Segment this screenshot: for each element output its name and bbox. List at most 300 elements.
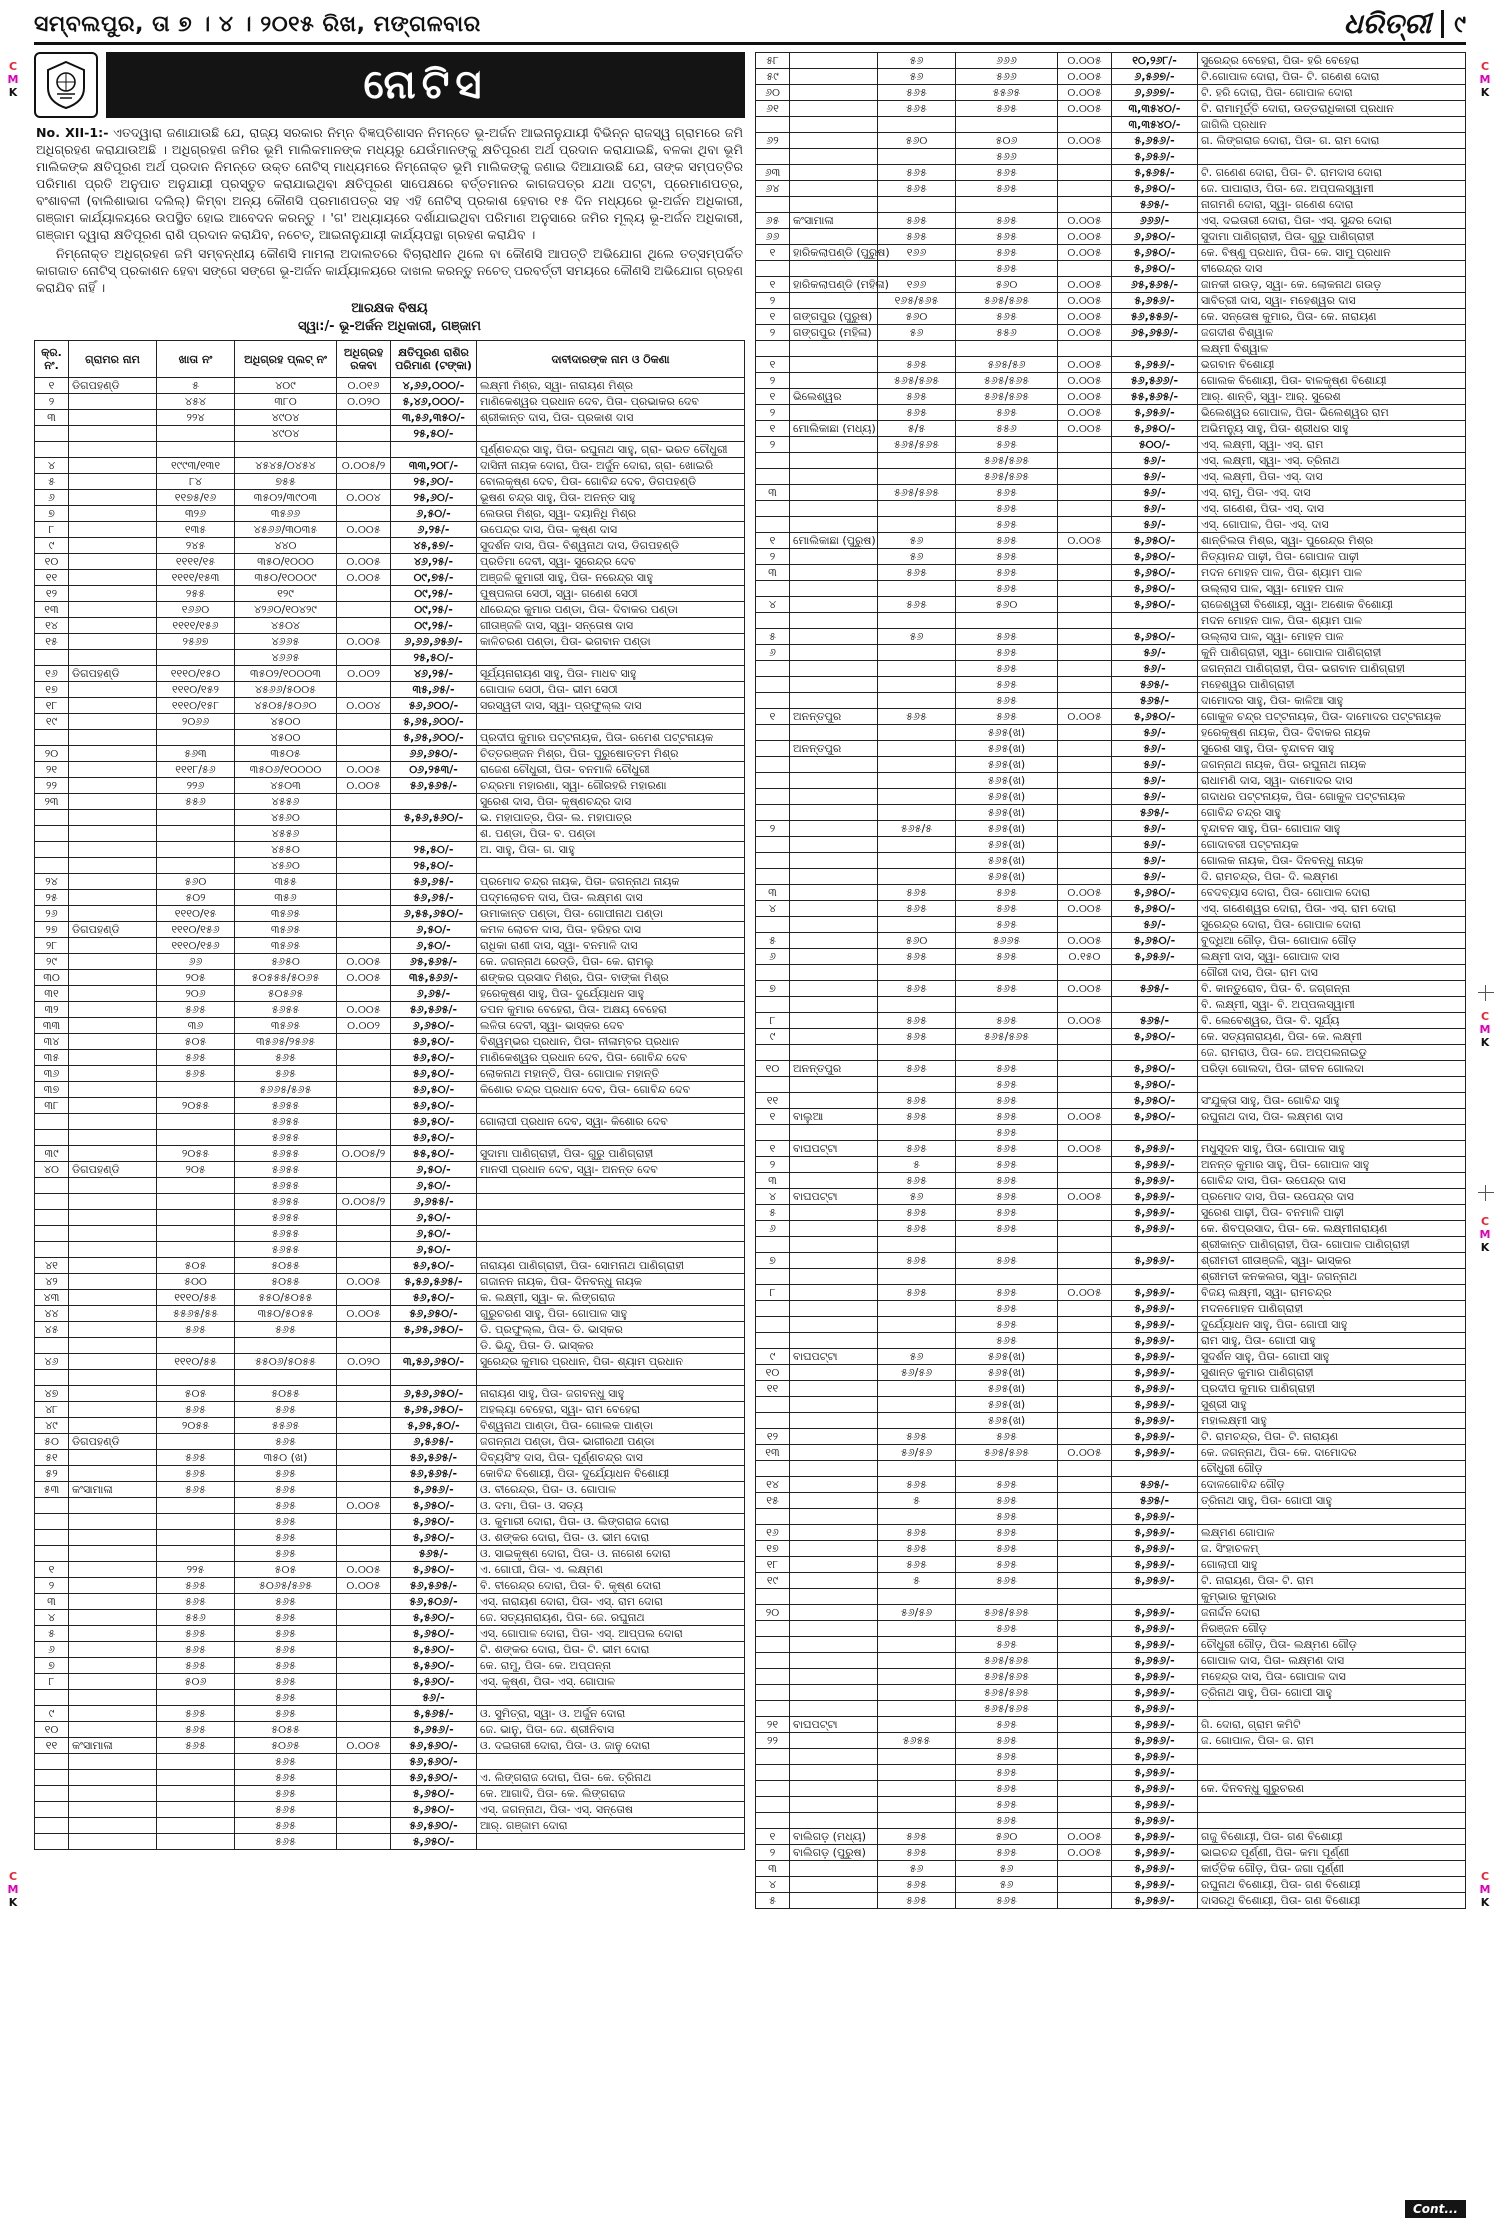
- table-row: [756, 1445, 1466, 1461]
- table-cell: [1058, 1413, 1112, 1429]
- table-row: [756, 245, 1466, 261]
- table-cell: [1112, 1589, 1198, 1605]
- table-cell: ୫,୬୫୦/-: [1112, 901, 1198, 917]
- table-cell: ୫୩: [35, 1482, 69, 1498]
- table-cell: ହରେକୃଷ୍ଣ ସାହୁ, ପିତା- ଦୁର୍ଯ୍ୟୋଧନ ସାହୁ: [477, 986, 745, 1002]
- table-cell: [337, 1242, 391, 1258]
- table-cell: ୨୯: [35, 954, 69, 970]
- table-cell: [790, 757, 878, 773]
- table-cell: ଅନନ୍ତପୁର: [790, 1061, 878, 1077]
- table-cell: ୫୬୫: [878, 901, 956, 917]
- table-cell: ଏସ୍. ଲକ୍ଷ୍ମୀ, ସ୍ୱା- ଏସ୍. ତ୍ରିନାଥ: [1198, 453, 1466, 469]
- table-cell: ଚୌଧୁରୀ ଗୌଡ଼, ପିତା- ଲକ୍ଷ୍ମଣ ଗୌଡ଼: [1198, 1637, 1466, 1653]
- table-row: [756, 501, 1466, 517]
- table-cell: ୫,୬୫୦/-: [391, 1514, 477, 1530]
- table-cell: ୫,୬୫୦/-: [1112, 1029, 1198, 1045]
- table-cell: ୦.୦୦୫: [1058, 133, 1112, 149]
- table-cell: ୪୫୬୬/୩୦୩୫: [235, 522, 337, 538]
- table-cell: [756, 517, 790, 533]
- table-cell: ୫୬୫: [956, 549, 1058, 565]
- table-cell: ୧୧: [756, 1381, 790, 1397]
- table-cell: ୫,୬୫୦/-: [391, 1786, 477, 1802]
- table-cell: [69, 826, 157, 842]
- table-cell: [157, 1194, 235, 1210]
- columns: [34, 52, 1466, 2220]
- table-cell: ୫୬୫(ଖ): [956, 805, 1058, 821]
- table-cell: ୪୫୪୫/୦୪୫୪: [235, 458, 337, 474]
- table-cell: [1058, 1509, 1112, 1525]
- table-row: [756, 629, 1466, 645]
- table-cell: [790, 1813, 878, 1829]
- table-cell: ସୁଦର୍ଶନ ଦାସ, ପିତା- ବିଶ୍ୱନାଥ ଦାସ, ଡିଗପହଣ୍ଡି: [477, 538, 745, 554]
- table-cell: ୫୬: [878, 629, 956, 645]
- table-cell: ୫,୬୫୬/-: [1112, 1253, 1198, 1269]
- table-cell: [337, 1290, 391, 1306]
- table-cell: ଲକ୍ଷ୍ମୀ ବିଶ୍ୱାଳ: [1198, 341, 1466, 357]
- table-cell: ୬,୬୫୦/-: [1112, 229, 1198, 245]
- table-row: [756, 1893, 1466, 1909]
- table-cell: [477, 650, 745, 666]
- table-cell: ମଦନ ମୋହନ ପାଳ, ପିତା- ଶ୍ୟାମ ପାଳ: [1198, 613, 1466, 629]
- table-cell: ଉଲ୍ଲାସ ପାଳ, ସ୍ୱା- ମୋହନ ପାଳ: [1198, 581, 1466, 597]
- table-cell: [1058, 1573, 1112, 1589]
- table-cell: [878, 1269, 956, 1285]
- table-row: [756, 741, 1466, 757]
- table-cell: ୬,୫୦/-: [391, 1226, 477, 1242]
- table-row: [756, 661, 1466, 677]
- table-cell: [1058, 1045, 1112, 1061]
- table-row: [756, 453, 1466, 469]
- table-cell: [69, 1562, 157, 1578]
- table-cell: ଶଙ୍କର ପ୍ରସାଦ ମିଶ୍ର, ପିତା- ବାଙ୍କା ମିଶ୍ର: [477, 970, 745, 986]
- table-cell: [878, 1397, 956, 1413]
- table-cell: ୧୮: [35, 698, 69, 714]
- table-cell: ଗୌରୀ ଦାସ, ପିତା- ରାମ ଦାସ: [1198, 965, 1466, 981]
- table-cell: [956, 197, 1058, 213]
- table-cell: ୫୬୫: [235, 1530, 337, 1546]
- table-cell: ଗୋଦାବରୀ ପଟ୍ଟନାୟକ: [1198, 837, 1466, 853]
- table-cell: ଲେଉତା ମିଶ୍ର, ସ୍ୱା- ଦୟାନିଧି ମିଶ୍ର: [477, 506, 745, 522]
- table-row: [756, 277, 1466, 293]
- table-cell: ୬୪: [756, 181, 790, 197]
- table-cell: ୫,୬୫୦/-: [391, 1498, 477, 1514]
- table-cell: [878, 1077, 956, 1093]
- table-cell: ୫୬୫(ଖ): [956, 853, 1058, 869]
- table-row: [35, 858, 745, 874]
- table-cell: [1058, 165, 1112, 181]
- table-cell: ୫୬୫: [235, 1546, 337, 1562]
- table-cell: ୫୬୫/୫୬୫: [956, 1701, 1058, 1717]
- table-cell: ଲକ୍ଷ୍ମଣ ଗୋପାଳ: [1198, 1525, 1466, 1541]
- table-row: [35, 778, 745, 794]
- table-cell: [35, 1194, 69, 1210]
- table-cell: ୫୬/୫୬: [878, 1365, 956, 1381]
- table-cell: ୫୬୫: [956, 405, 1058, 421]
- table-cell: ୫,୬୫୬/-: [391, 1722, 477, 1738]
- table-cell: ଭାଇଚନ୍ଦ ପୂର୍ଣ୍ଣୀ, ପିତା- କମା ପୂର୍ଣ୍ଣୀ: [1198, 1845, 1466, 1861]
- table-cell: [790, 181, 878, 197]
- table-cell: ୧୯: [35, 714, 69, 730]
- table-cell: [477, 1194, 745, 1210]
- table-cell: [337, 1258, 391, 1274]
- table-cell: [756, 149, 790, 165]
- table-row: [756, 117, 1466, 133]
- table-cell: [69, 1722, 157, 1738]
- table-row: [756, 213, 1466, 229]
- table-cell: ୫୬୫: [878, 1093, 956, 1109]
- table-cell: [1058, 837, 1112, 853]
- table-cell: [1058, 1253, 1112, 1269]
- table-cell: [1058, 1125, 1112, 1141]
- table-cell: ୫,୬୫୬/-: [1112, 1349, 1198, 1365]
- table-cell: ୫୬୦: [956, 277, 1058, 293]
- table-row: [756, 165, 1466, 181]
- table-cell: ୫୬୫: [956, 1781, 1058, 1797]
- table-cell: ୨୩: [35, 794, 69, 810]
- table-cell: [35, 1130, 69, 1146]
- table-cell: ୫୬୫: [878, 597, 956, 613]
- table-cell: [1058, 1541, 1112, 1557]
- table-cell: [337, 1066, 391, 1082]
- table-cell: [878, 1749, 956, 1765]
- table-cell: ୫୬: [878, 549, 956, 565]
- table-row: [756, 341, 1466, 357]
- table-cell: [1058, 805, 1112, 821]
- table-cell: ୧୧୭୫/୧୬: [157, 490, 235, 506]
- table-cell: ୫୬୫/-: [1112, 1477, 1198, 1493]
- table-cell: ୩: [756, 485, 790, 501]
- table-cell: ୫୬୫: [878, 405, 956, 421]
- table-cell: ଓ. ସୁମିତ୍ରା, ସ୍ୱା- ଓ. ଅର୍ଜୁନ ଦୋରା: [477, 1706, 745, 1722]
- masthead: [34, 6, 1466, 45]
- table-cell: ମଦନମୋହନ ପାଣିଗ୍ରାହୀ: [1198, 1301, 1466, 1317]
- table-cell: ୧୪: [756, 1477, 790, 1493]
- table-cell: ୫,୬୫୬/-: [1112, 1797, 1198, 1813]
- table-cell: ପ୍ରମୋଦ ଚନ୍ଦ୍ର ନାୟକ, ପିତା- ଜଗନ୍ନାଥ ନାୟକ: [477, 874, 745, 890]
- table-cell: ୫୬,୫୦/-: [391, 1258, 477, 1274]
- table-cell: ୫୫,୫୦/-: [391, 1146, 477, 1162]
- table-row: [35, 1514, 745, 1530]
- table-cell: ୪୫,୫୭/-: [391, 538, 477, 554]
- table-cell: [790, 725, 878, 741]
- table-cell: ୩୬: [35, 1066, 69, 1082]
- table-row: [756, 757, 1466, 773]
- table-row: [756, 581, 1466, 597]
- table-cell: ଏସ୍. ରାମୁ, ପିତା- ଏସ୍. ଦାସ: [1198, 485, 1466, 501]
- table-cell: [790, 1781, 878, 1797]
- table-cell: [69, 618, 157, 634]
- table-cell: ୫୬୫: [157, 1706, 235, 1722]
- table-cell: [69, 1706, 157, 1722]
- table-row: [756, 885, 1466, 901]
- table-cell: ସରସ୍ୱତୀ ଦାସ, ସ୍ୱା- ପ୍ରଫୁଲ୍ଲ ଦାସ: [477, 698, 745, 714]
- table-cell: [69, 1450, 157, 1466]
- table-cell: ଏ. ଲିଙ୍ଗରାଜ ଦୋରା, ପିତା- କେ. ତ୍ରିନାଥ: [477, 1770, 745, 1786]
- table-cell: [337, 1082, 391, 1098]
- table-cell: ୫୬୫: [235, 1770, 337, 1786]
- table-cell: ୫୬୫୫: [235, 1226, 337, 1242]
- table-cell: ୫୬୫: [956, 917, 1058, 933]
- table-cell: [756, 661, 790, 677]
- table-cell: ୫୬୬୫: [956, 933, 1058, 949]
- table-cell: ୫୬୦: [878, 309, 956, 325]
- table-cell: [790, 981, 878, 997]
- table-cell: ୧୬୬୦: [157, 602, 235, 618]
- table-cell: [1058, 1365, 1112, 1381]
- table-row: [35, 1674, 745, 1690]
- table-cell: [790, 1429, 878, 1445]
- table-cell: [1058, 501, 1112, 517]
- table-cell: [956, 613, 1058, 629]
- table-cell: [878, 1461, 956, 1477]
- table-cell: [69, 1578, 157, 1594]
- table-row: [35, 970, 745, 986]
- table-cell: ମୋଲିକାଛା (ପୁରୁଷ): [790, 533, 878, 549]
- table-cell: ୧୧: [35, 1738, 69, 1754]
- table-cell: କିଶୋର ଚନ୍ଦ୍ର ପ୍ରଧାନ ଦେବ, ପିତା- ଗୋବିନ୍ଦ ଦେବ: [477, 1082, 745, 1098]
- table-cell: ୦.୦୦୫: [1058, 1189, 1112, 1205]
- table-cell: [756, 453, 790, 469]
- table-cell: [1198, 1125, 1466, 1141]
- table-cell: ୨୭: [35, 922, 69, 938]
- table-cell: ୦.୦୦୫: [337, 554, 391, 570]
- table-cell: ତ୍ରିନାଥ ସାହୁ, ପିତା- ଗୋପୀ ସାହୁ: [1198, 1493, 1466, 1509]
- table-cell: ୫,୬୫୦/-: [1112, 597, 1198, 613]
- table-cell: ୩୫୬୫: [235, 938, 337, 954]
- table-cell: ୧: [35, 378, 69, 394]
- table-cell: [878, 853, 956, 869]
- table-cell: ଡିଗପହଣ୍ଡି: [69, 666, 157, 682]
- table-cell: [157, 1530, 235, 1546]
- table-cell: [1058, 261, 1112, 277]
- table-cell: [69, 1370, 157, 1386]
- table-row: [35, 810, 745, 826]
- table-cell: ୫,୫୬,୫୬୫/-: [391, 1274, 477, 1290]
- table-row: [756, 1797, 1466, 1813]
- table-cell: ୫୬୫: [878, 165, 956, 181]
- table-cell: [337, 1338, 391, 1354]
- table-cell: ୨୧: [35, 762, 69, 778]
- table-cell: ସାବିତ୍ରୀ ଦାସ, ସ୍ୱା- ମହେଶ୍ୱର ଦାସ: [1198, 293, 1466, 309]
- table-cell: ୫,୬୫୦/-: [1112, 245, 1198, 261]
- table-cell: ଗୋଲାପୀ ପ୍ରଧାନ ଦେବ, ସ୍ୱା- କିଶୋର ଦେବ: [477, 1114, 745, 1130]
- table-cell: ୪୪୦: [235, 538, 337, 554]
- table-cell: ଦାସରଥି ବିଶୋୟୀ, ପିତା- ଗଣ ବିଶୋୟୀ: [1198, 1893, 1466, 1909]
- table-cell: ୩: [756, 1173, 790, 1189]
- table-cell: [878, 1701, 956, 1717]
- table-cell: ୫୬୫: [878, 1541, 956, 1557]
- table-cell: ୨୫,୫୦/-: [391, 426, 477, 442]
- table-row: [756, 181, 1466, 197]
- table-row: [756, 981, 1466, 997]
- table-cell: ୧: [756, 1109, 790, 1125]
- table-cell: ଜ. ସିଂହାଚଳମ୍: [1198, 1541, 1466, 1557]
- table-cell: ୫୬୫: [235, 1642, 337, 1658]
- table-cell: ୫୬୫: [956, 501, 1058, 517]
- table-row: [756, 997, 1466, 1013]
- table-cell: ୫୬୫: [956, 949, 1058, 965]
- table-cell: ୫,୬୫୬/-: [1112, 1621, 1198, 1637]
- table-cell: [790, 1893, 878, 1909]
- table-cell: [69, 554, 157, 570]
- table-cell: ୫୬୫: [956, 1717, 1058, 1733]
- table-row: [756, 949, 1466, 965]
- table-cell: [337, 1434, 391, 1450]
- table-cell: ୬୫,୫୬୫/-: [1112, 277, 1198, 293]
- table-cell: ୫,୬୫୬/-: [1112, 1781, 1198, 1797]
- table-cell: ୩୫୦/୧୦୦୦: [235, 554, 337, 570]
- table-cell: ୦.୧୫୦: [1058, 949, 1112, 965]
- table-cell: ୫,୬୫୬/-: [1112, 949, 1198, 965]
- table-cell: [756, 1317, 790, 1333]
- table-cell: ୫୦୦/-: [1112, 437, 1198, 453]
- table-cell: [69, 1226, 157, 1242]
- table-cell: ୪୦: [35, 1162, 69, 1178]
- table-cell: ୫୬୦: [878, 133, 956, 149]
- table-cell: ୫୯: [756, 69, 790, 85]
- table-cell: ୫୬,୫୬୦/-: [391, 1738, 477, 1754]
- table-cell: ସୁରେନ୍ଦ୍ର ବେହେରା, ପିତା- ହରି ବେହେରା: [1198, 53, 1466, 69]
- table-row: [756, 1157, 1466, 1173]
- table-cell: [477, 1130, 745, 1146]
- table-cell: ୬,୬୬୭/-: [1112, 85, 1198, 101]
- table-cell: ୨୨: [35, 778, 69, 794]
- table-cell: ୨୦୬: [157, 986, 235, 1002]
- table-cell: ୩୫୫: [235, 874, 337, 890]
- table-cell: ୩୫୬୬: [235, 506, 337, 522]
- table-cell: [337, 474, 391, 490]
- table-cell: ୫୬୫୦: [235, 954, 337, 970]
- table-cell: [1112, 341, 1198, 357]
- table-cell: ୫୦୦: [157, 1274, 235, 1290]
- table-cell: ୦.୦୦୫: [1058, 981, 1112, 997]
- table-cell: ୫୬୫/୫୬୫: [956, 1669, 1058, 1685]
- table-cell: [790, 805, 878, 821]
- table-cell: [391, 826, 477, 842]
- table-cell: ଭଗବାନ ବିଶୋୟୀ: [1198, 357, 1466, 373]
- table-cell: [790, 821, 878, 837]
- table-cell: ଚିତ୍ତରଞ୍ଜନ ମିଶ୍ର, ପିତା- ପୁରୁଷୋତ୍ତମ ମିଶ୍ର: [477, 746, 745, 762]
- table-row: [756, 101, 1466, 117]
- table-cell: ପ୍ରମୋଦ ଦାସ, ପିତା- ଉପେନ୍ଦ୍ର ଦାସ: [1198, 1189, 1466, 1205]
- table-cell: ୫୬,୫୫୬/-: [1112, 309, 1198, 325]
- table-cell: ୫,୫୬୦/-: [391, 1674, 477, 1690]
- table-cell: ୦.୦୨୦: [337, 394, 391, 410]
- table-cell: [790, 1477, 878, 1493]
- table-row: [35, 1146, 745, 1162]
- table-cell: [790, 869, 878, 885]
- table-cell: [337, 986, 391, 1002]
- table-row: [756, 1733, 1466, 1749]
- table-cell: ୫,୬୫୬/-: [1112, 1397, 1198, 1413]
- table-cell: ୧୭: [756, 1541, 790, 1557]
- table-cell: [790, 101, 878, 117]
- table-cell: [337, 1802, 391, 1818]
- table-cell: [337, 1098, 391, 1114]
- table-cell: ୧୨: [35, 586, 69, 602]
- table-cell: ୫୬୬୫/୫୬୫: [235, 1082, 337, 1098]
- table-cell: [878, 693, 956, 709]
- table-row: [35, 1274, 745, 1290]
- table-cell: [391, 1338, 477, 1354]
- table-cell: ୫୬୫୫: [235, 1242, 337, 1258]
- table-cell: ୫୬୫: [956, 1205, 1058, 1221]
- table-cell: ୪୭: [35, 1386, 69, 1402]
- table-cell: [35, 1514, 69, 1530]
- table-cell: ୦.୦୦୫: [1058, 277, 1112, 293]
- table-cell: [756, 1701, 790, 1717]
- table-cell: ୧୧୧୧/୧୫: [157, 554, 235, 570]
- table-cell: [1058, 1381, 1112, 1397]
- table-cell: [1058, 1701, 1112, 1717]
- table-row: [756, 821, 1466, 837]
- table-cell: ୩୮୦: [235, 394, 337, 410]
- table-cell: ୨୫,୫୦/-: [391, 842, 477, 858]
- table-cell: ୫୬୫: [878, 101, 956, 117]
- table-cell: [756, 1397, 790, 1413]
- table-cell: [337, 1530, 391, 1546]
- table-cell: [69, 1754, 157, 1770]
- table-cell: [35, 1770, 69, 1786]
- table-cell: [337, 730, 391, 746]
- table-cell: ୫୬୫(ଖ): [956, 837, 1058, 853]
- table-cell: ୫୬୫/-: [1112, 1493, 1198, 1509]
- table-cell: [337, 1482, 391, 1498]
- table-cell: ୦.୦୦୪: [337, 490, 391, 506]
- table-cell: [878, 1637, 956, 1653]
- table-cell: ୫୬/-: [1112, 453, 1198, 469]
- table-row: [756, 837, 1466, 853]
- table-cell: [69, 778, 157, 794]
- table-cell: [477, 1178, 745, 1194]
- table-cell: ୬,୨୫/-: [391, 522, 477, 538]
- table-cell: [69, 474, 157, 490]
- table-row: [35, 1258, 745, 1274]
- table-cell: ୫୦୬: [956, 133, 1058, 149]
- cmk-mark: C M K: [1479, 60, 1491, 99]
- table-cell: ୩୫୬: [235, 890, 337, 906]
- table-cell: ୦.୦୦୪: [337, 698, 391, 714]
- table-cell: ୨: [756, 293, 790, 309]
- table-cell: ରାମ ସାହୁ, ପିତା- ଗୋପୀ ସାହୁ: [1198, 1333, 1466, 1349]
- table-cell: ୩: [756, 885, 790, 901]
- table-cell: ୦.୦୦୫: [1058, 357, 1112, 373]
- table-cell: [878, 1797, 956, 1813]
- table-cell: ୬,୫୦/-: [391, 922, 477, 938]
- table-cell: ୫୬୫: [878, 1141, 956, 1157]
- table-cell: [477, 714, 745, 730]
- table-cell: ୩,୫୬,୩୫୦/-: [391, 410, 477, 426]
- table-cell: ୧: [756, 1829, 790, 1845]
- table-cell: [157, 1818, 235, 1834]
- table-cell: ୪୮: [35, 1402, 69, 1418]
- table-cell: ୫୬: [878, 325, 956, 341]
- table-cell: ୫,୬୫୬/-: [1112, 1637, 1198, 1653]
- table-cell: [69, 1082, 157, 1098]
- table-cell: ୪: [35, 1610, 69, 1626]
- table-cell: ୨: [35, 1578, 69, 1594]
- table-cell: ୫୬୫/୫୬୫: [956, 1029, 1058, 1045]
- table-cell: ୦୯,୨୫/-: [391, 602, 477, 618]
- table-cell: ୧୯: [756, 1573, 790, 1589]
- table-cell: ତ୍ରିନାଥ ସାହୁ, ପିତା- ଗୋପୀ ସାହୁ: [1198, 1685, 1466, 1701]
- table-cell: ୧: [756, 533, 790, 549]
- table-cell: ଦାସିନୀ ନାୟକ ଦୋରା, ପିତା- ଅର୍ଜୁନ ଦୋରା, ଗ୍ରା- ଖୋଇରି: [477, 458, 745, 474]
- table-row: [35, 1466, 745, 1482]
- table-row: [35, 1610, 745, 1626]
- table-cell: ୫୬୫: [878, 1285, 956, 1301]
- table-cell: [69, 442, 157, 458]
